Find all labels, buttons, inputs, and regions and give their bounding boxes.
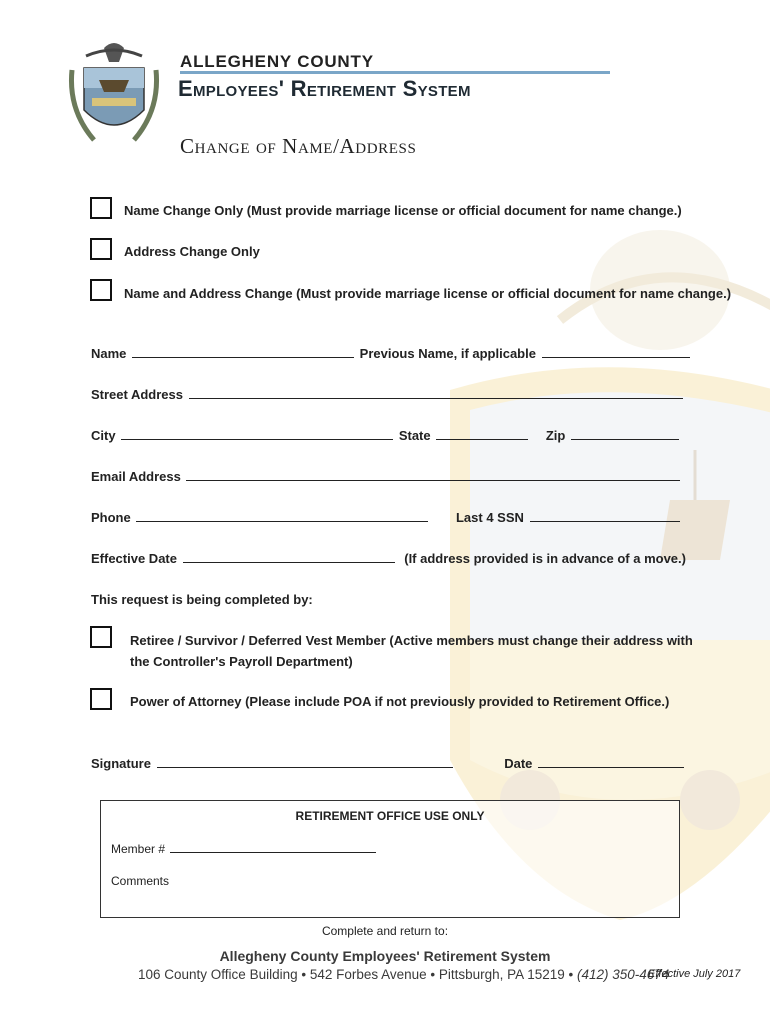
- previous-name-label: Previous Name, if applicable: [359, 346, 536, 361]
- comments-label: Comments: [111, 874, 170, 888]
- effective-date-note-footer: Effective July 2017: [648, 968, 741, 980]
- zip-field[interactable]: [571, 428, 679, 440]
- street-row: [91, 387, 685, 402]
- office-use-title: RETIREMENT OFFICE USE ONLY: [295, 809, 485, 823]
- member-label: Member #: [111, 842, 166, 856]
- address-change-checkbox[interactable]: [90, 238, 112, 260]
- name-address-change-label: Name and Address Change (Must provide marriage license or official document for name change.): [124, 286, 732, 301]
- phone-field[interactable]: [136, 510, 428, 522]
- member-row: [111, 842, 378, 856]
- city-field[interactable]: [121, 428, 393, 440]
- name-change-label: Name Change Only (Must provide marriage license or official document for name change.): [124, 203, 682, 218]
- zip-label: Zip: [545, 428, 566, 443]
- header-divider: [180, 71, 610, 74]
- office-use-box: [100, 800, 680, 918]
- org-name-line1: ALLEGHENY COUNTY: [180, 52, 374, 71]
- phone-label: Phone: [91, 510, 131, 525]
- effective-date-label: Effective Date: [91, 551, 177, 566]
- poa-checkbox[interactable]: [90, 688, 112, 710]
- effective-date-row: [91, 551, 686, 566]
- city-label: City: [91, 428, 116, 443]
- poa-label: Power of Attorney (Please include POA if not previously provided to Retirement Office.): [130, 694, 670, 709]
- effective-date-note: (If address provided is in advance of a move.): [404, 551, 686, 566]
- county-seal-logo: [64, 40, 164, 150]
- retiree-label-line1: Retiree / Survivor / Deferred Vest Member (Active members must change their address with: [130, 633, 693, 648]
- street-label: Street Address: [91, 387, 183, 402]
- effective-date-field[interactable]: [183, 551, 395, 563]
- completed-by-prompt: This request is being completed by:: [91, 592, 313, 607]
- state-field[interactable]: [436, 428, 528, 440]
- email-row: [91, 469, 682, 484]
- org-name-line2: Employees' Retirement System: [178, 76, 471, 101]
- address-change-label: Address Change Only: [124, 244, 260, 259]
- phone-row: [91, 510, 682, 525]
- footer-address-line: [138, 967, 669, 982]
- ssn-label: Last 4 SSN: [455, 510, 524, 525]
- name-change-checkbox[interactable]: [90, 197, 112, 219]
- street-field[interactable]: [189, 387, 683, 399]
- date-field[interactable]: [538, 756, 684, 768]
- footer-address: 106 County Office Building • 542 Forbes Avenue • Pittsburgh, PA 15219 •: [138, 967, 574, 982]
- state-label: State: [398, 428, 431, 443]
- complete-return-text: Complete and return to:: [321, 924, 449, 938]
- ssn-field[interactable]: [530, 510, 680, 522]
- retiree-label-line2: the Controller's Payroll Department): [130, 654, 353, 669]
- signature-row: [91, 756, 686, 771]
- name-address-change-checkbox[interactable]: [90, 279, 112, 301]
- date-label: Date: [504, 756, 533, 771]
- name-row: [91, 346, 692, 361]
- signature-field[interactable]: [157, 756, 453, 768]
- footer-org: Allegheny County Employees' Retirement System: [219, 948, 551, 964]
- form-title: Change of Name/Address: [180, 134, 417, 158]
- email-field[interactable]: [186, 469, 680, 481]
- name-field[interactable]: [132, 346, 354, 358]
- city-row: [91, 428, 681, 443]
- footer-phone: (412) 350-4674: [576, 967, 670, 982]
- retiree-checkbox[interactable]: [90, 626, 112, 648]
- member-field[interactable]: [170, 843, 376, 853]
- signature-label: Signature: [91, 756, 151, 771]
- name-label: Name: [91, 346, 127, 361]
- previous-name-field[interactable]: [542, 346, 690, 358]
- email-label: Email Address: [91, 469, 181, 484]
